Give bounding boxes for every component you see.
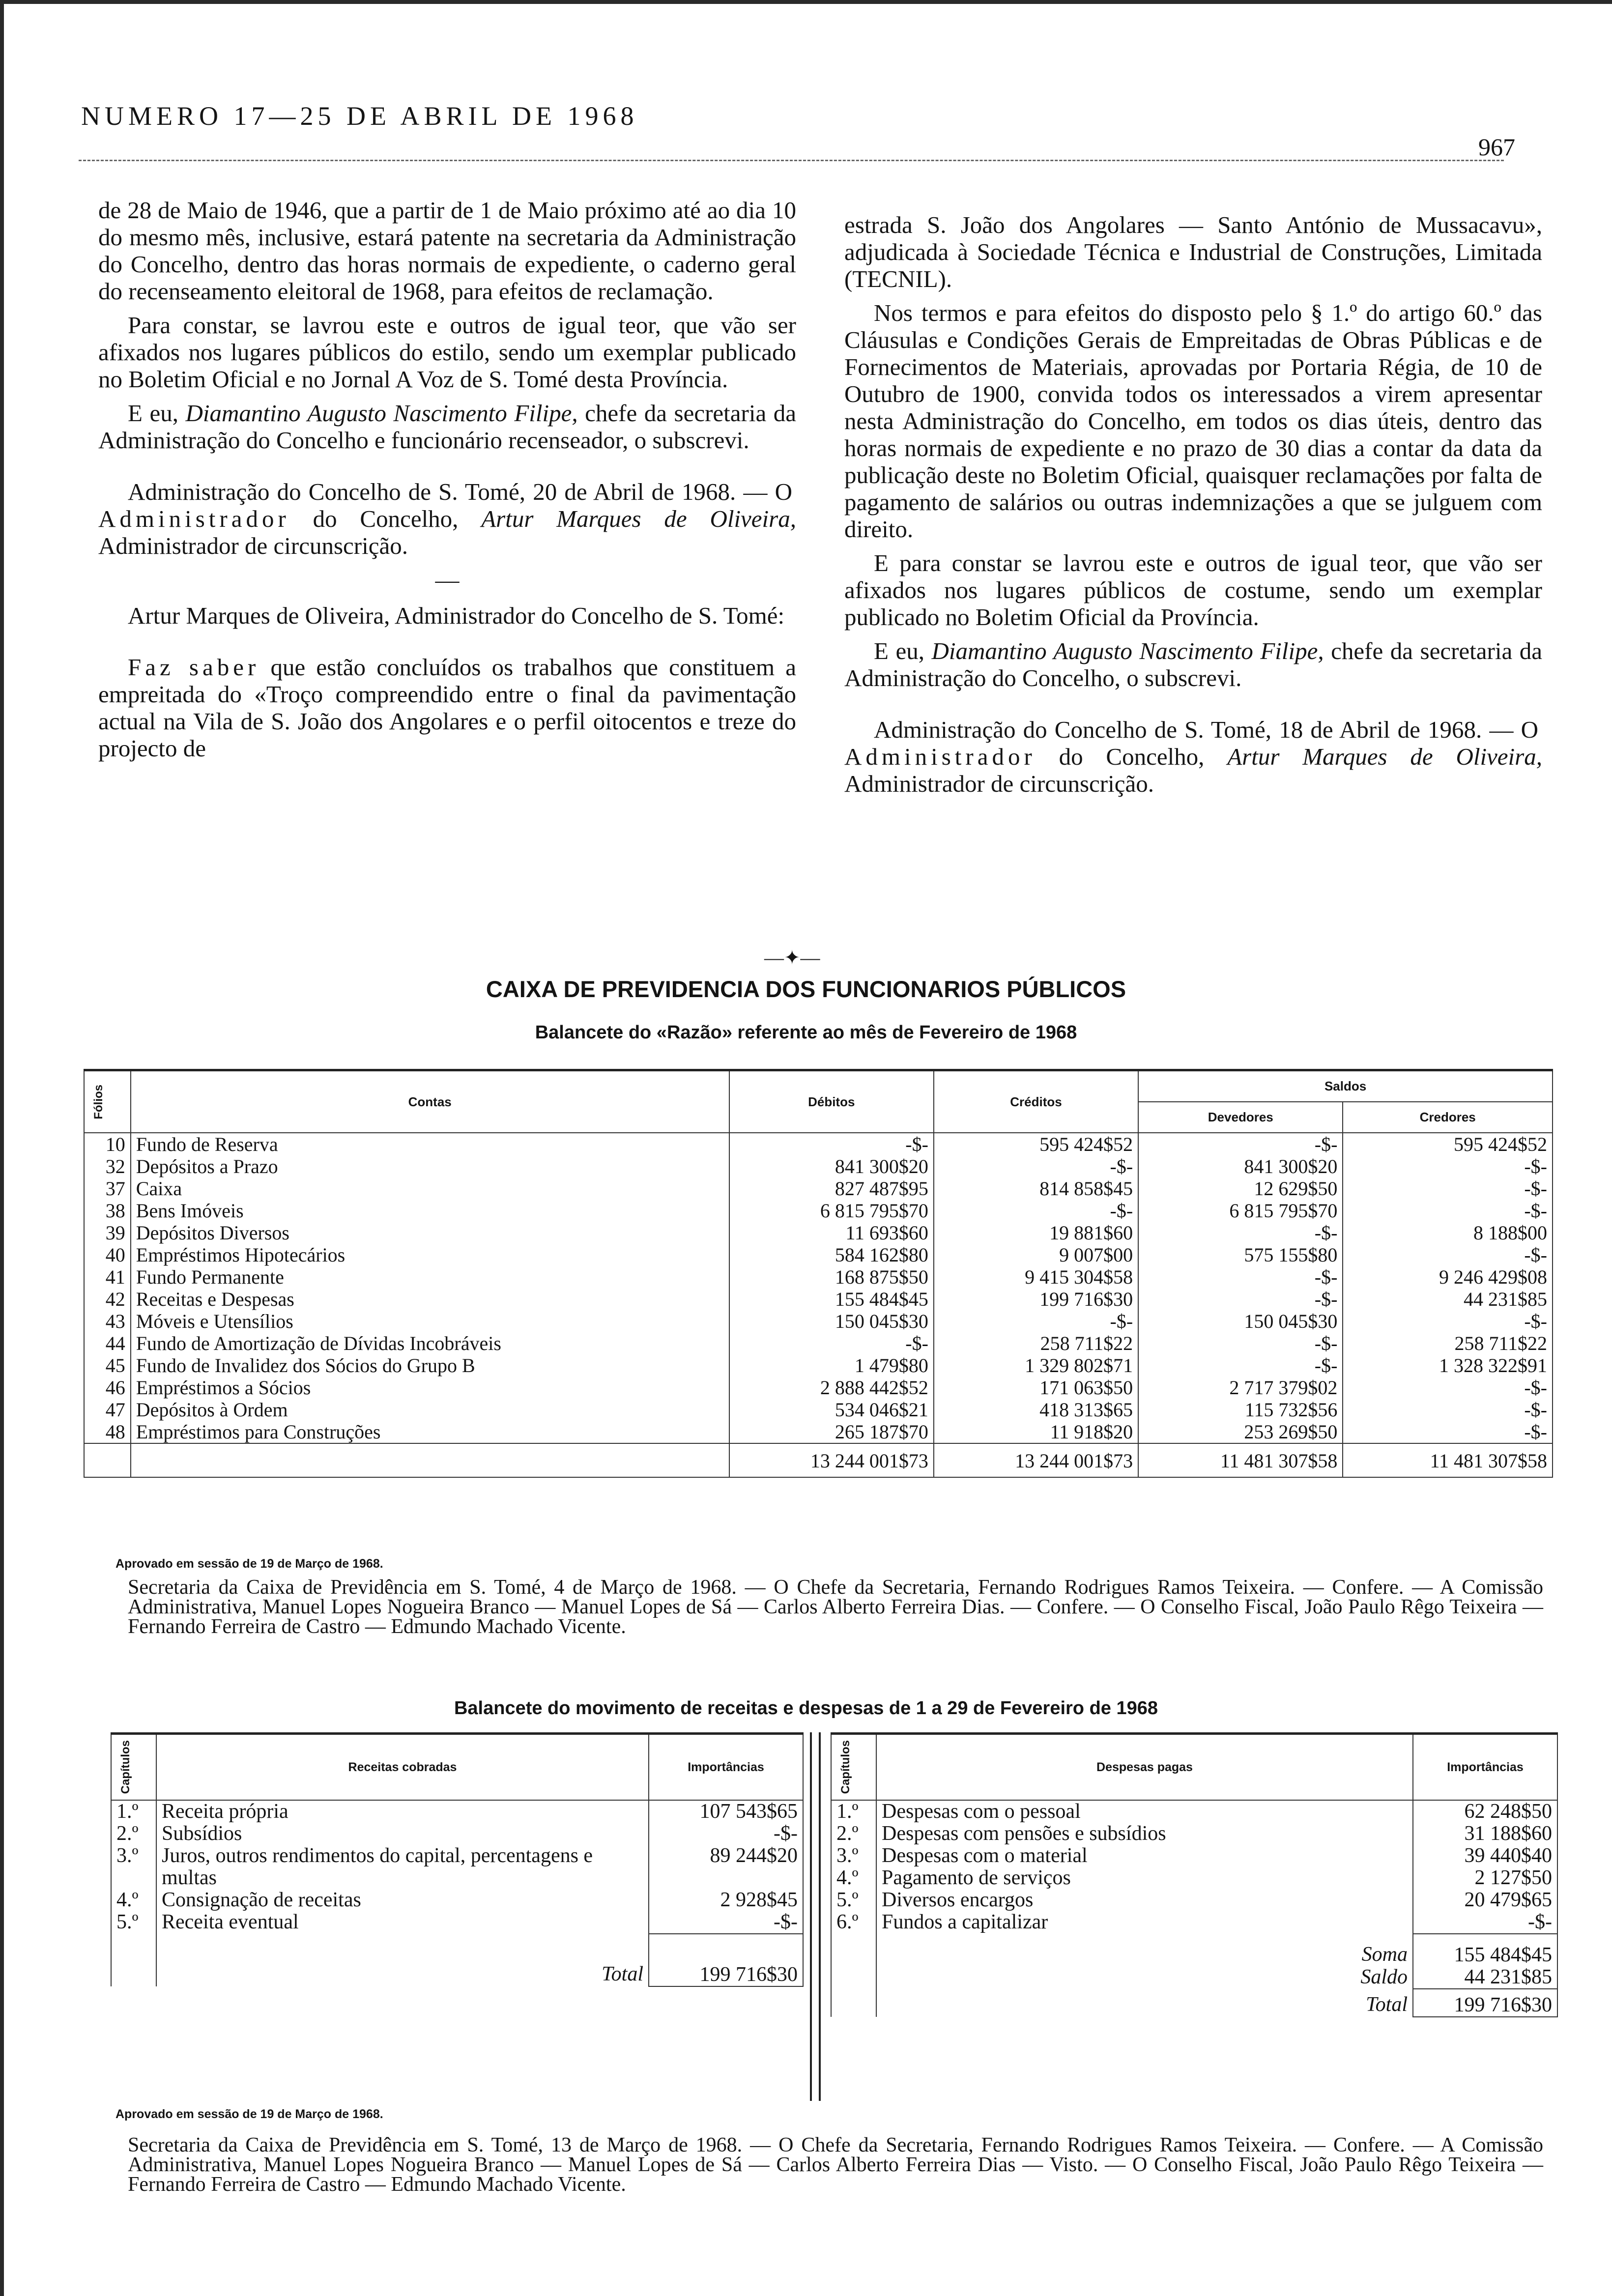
credores-cell: -$- (1343, 1200, 1553, 1222)
capitulo-cell: 1.º (831, 1800, 876, 1823)
folio-cell: 32 (84, 1155, 131, 1177)
credores-cell: 44 231$85 (1343, 1288, 1553, 1310)
ledger-row (84, 1177, 1553, 1200)
credores-cell: -$- (1343, 1421, 1553, 1443)
folio-cell: 40 (84, 1244, 131, 1266)
despesas-row (831, 1800, 1557, 1823)
ledger-title: Balancete do «Razão» referente ao mês de Fevereiro de 1968 (535, 1022, 1077, 1043)
devedores-cell: 841 300$20 (1138, 1155, 1343, 1177)
devedores-cell: 2 717 379$02 (1138, 1377, 1343, 1399)
devedores-cell: 115 732$56 (1138, 1399, 1343, 1421)
importancia-cell: 2 928$45 (649, 1889, 803, 1911)
text-run: Administrador de circunscrição. (98, 532, 408, 559)
descricao-cell: Receita eventual (156, 1911, 649, 1934)
receitas-row (111, 1911, 803, 1934)
devedores-cell: -$- (1138, 1222, 1343, 1244)
capitulo-cell: 4.º (111, 1889, 156, 1911)
ledger-row (84, 1288, 1553, 1310)
author-name: Diamantino Augusto Nascimento Filipe, (931, 637, 1324, 664)
descricao-cell: Consignação de receitas (156, 1889, 649, 1911)
credores-cell: 595 424$52 (1343, 1133, 1553, 1155)
saldo-label: Saldo (876, 1966, 1413, 1989)
credores-cell: 8 188$00 (1343, 1222, 1553, 1244)
ledger-body (84, 1133, 1553, 1443)
conta-cell: Fundo de Amortização de Dívidas Incobráveis (131, 1332, 729, 1354)
double-column-divider (810, 1732, 821, 2101)
conta-cell: Móveis e Utensílios (131, 1310, 729, 1332)
col-credores: Credores (1343, 1102, 1553, 1133)
author-name: Diamantino Augusto Nascimento Filipe, (185, 400, 578, 427)
folio-cell: 45 (84, 1354, 131, 1377)
text-run: chefe da secretaria da Administração do Concelho e funcionário recenseador, o subscrevi. (98, 400, 796, 454)
despesas-row (831, 1845, 1557, 1867)
creditos-cell: 9 415 304$58 (934, 1266, 1138, 1288)
text-run: chefe da secretaria da Administração do Concelho, o subscrevi. (844, 637, 1542, 691)
left-paragraph-3 (98, 400, 796, 454)
importancia-cell: 62 248$50 (1413, 1800, 1557, 1823)
scan-border-top (0, 0, 1612, 4)
col-importancias: Importâncias (649, 1734, 803, 1801)
folio-cell: 41 (84, 1266, 131, 1288)
capitulo-cell: 5.º (111, 1911, 156, 1934)
receitas-total-row (111, 1934, 803, 1986)
descricao-cell: Diversos encargos (876, 1889, 1413, 1911)
devedores-cell: -$- (1138, 1266, 1343, 1288)
running-head: NUMERO 17—25 DE ABRIL DE 1968 (81, 101, 638, 131)
total-credores: 11 481 307$58 (1343, 1443, 1553, 1477)
signature-block-1: Secretaria da Caixa de Previdência em S. Tomé, 4 de Março de 1968. — O Chefe da Secretaria, Fernando Rodrigues Ramos Teixeira. — Confere. — A Comissão Administrativa, Manuel Lopes Nogueira Branco — Manuel Lopes de Sá — Carlos Alberto Ferreira Dias. — Confere. — O Conselho Fiscal, João Paulo Rêgo Teixeira — Fernando Ferreira de Castro — Edmundo Machado Vicente. (128, 1576, 1543, 1638)
ledger-total-row (84, 1443, 1553, 1477)
despesas-row (831, 1889, 1557, 1911)
descricao-cell: Despesas com o pessoal (876, 1800, 1413, 1823)
devedores-cell: -$- (1138, 1133, 1343, 1155)
debitos-cell: 841 300$20 (729, 1155, 934, 1177)
credores-cell: -$- (1343, 1244, 1553, 1266)
descricao-cell: Receita própria (156, 1800, 649, 1823)
conta-cell: Caixa (131, 1177, 729, 1200)
main-title: CAIXA DE PREVIDENCIA DOS FUNCIONARIOS PÚBLICOS (486, 976, 1126, 1002)
right-paragraph-4 (844, 637, 1542, 691)
page-number: 967 (1478, 133, 1515, 161)
debitos-cell: 150 045$30 (729, 1310, 934, 1332)
credores-cell: -$- (1343, 1177, 1553, 1200)
ledger-row (84, 1155, 1553, 1177)
right-dateline (844, 716, 1542, 797)
debitos-cell: -$- (729, 1332, 934, 1354)
debitos-cell: 534 046$21 (729, 1399, 934, 1421)
section-dash: — (435, 566, 460, 593)
ornament-icon: —✦— (764, 947, 820, 969)
signature-block-2: Secretaria da Caixa de Previdência em S. Tomé, 13 de Março de 1968. — O Chefe da Secretaria, Fernando Rodrigues Ramos Teixeira. — Confere. — A Comissão Administrativa, Manuel Lopes Nogueira Branco — Manuel Lopes de Sá — Carlos Alberto Ferreira Dias — Visto. — O Conselho Fiscal, João Paulo Rêgo Teixeira — Fernando Ferreira de Castro — Edmundo Machado Vicente. (128, 2134, 1543, 2196)
creditos-cell: 418 313$65 (934, 1399, 1138, 1421)
conta-cell: Depósitos a Prazo (131, 1155, 729, 1177)
soma-label: Soma (876, 1934, 1413, 1966)
left-paragraph-5: Artur Marques de Oliveira, Administrador do Concelho de S. Tomé: (128, 602, 785, 629)
despesas-soma-row (831, 1934, 1557, 1966)
col-creditos: Créditos (934, 1070, 1138, 1133)
text-run: E eu, (128, 400, 186, 427)
despesas-row (831, 1823, 1557, 1845)
col-contas: Contas (131, 1070, 729, 1133)
signatory-role: O Administrador (98, 478, 796, 532)
creditos-cell: -$- (934, 1155, 1138, 1177)
left-paragraph-6 (98, 654, 796, 762)
text-run: do Concelho, (289, 505, 482, 532)
folio-cell: 38 (84, 1200, 131, 1222)
signatory-name: Artur Marques de Oliveira, (481, 505, 796, 532)
col-receitas: Receitas cobradas (156, 1734, 649, 1801)
capitulo-cell: 6.º (831, 1911, 876, 1934)
approval-note-2: Aprovado em sessão de 19 de Março de 1968. (115, 2107, 383, 2121)
creditos-cell: -$- (934, 1310, 1138, 1332)
capitulo-cell: 3.º (111, 1845, 156, 1889)
ledger-row (84, 1244, 1553, 1266)
descricao-cell: Subsídios (156, 1823, 649, 1845)
text-run: Administração do Concelho de S. Tomé, 18 de Abril de 1968. — (874, 716, 1521, 743)
despesas-table (831, 1732, 1558, 2017)
creditos-cell: 9 007$00 (934, 1244, 1138, 1266)
text-run: que estão concluídos os trabalhos que constituem a empreitada do «Troço compreendido entre o final da pavimentação actual na Vila de S. João dos Angolares e o perfil oitocentos e treze do projecto de (98, 654, 796, 762)
despesas-row (831, 1867, 1557, 1889)
col-devedores: Devedores (1138, 1102, 1343, 1133)
col-importancias: Importâncias (1413, 1734, 1557, 1801)
ledger-row (84, 1133, 1553, 1155)
ledger-row (84, 1377, 1553, 1399)
approval-note-1: Aprovado em sessão de 19 de Março de 1968. (115, 1557, 383, 1571)
descricao-cell: Fundos a capitalizar (876, 1911, 1413, 1934)
folio-cell: 46 (84, 1377, 131, 1399)
signatory-name: Artur Marques de Oliveira, (1227, 743, 1542, 770)
left-paragraph-1: de 28 de Maio de 1946, que a partir de 1 de Maio próximo até ao dia 10 do mesmo mês, inclusive, estará patente na secretaria da Administração do Concelho, dentro das horas normais de expediente, o caderno geral do recenseamento eleitoral de 1968, para efeitos de reclamação. (98, 197, 796, 305)
receitas-total-label: Total (156, 1934, 649, 1986)
creditos-cell: 258 711$22 (934, 1332, 1138, 1354)
debitos-cell: 155 484$45 (729, 1288, 934, 1310)
ledger-row (84, 1332, 1553, 1354)
conta-cell: Fundo de Invalidez dos Sócios do Grupo B (131, 1354, 729, 1377)
creditos-cell: 19 881$60 (934, 1222, 1138, 1244)
scan-border-left (0, 0, 4, 2296)
col-saldos: Saldos (1138, 1070, 1553, 1102)
total-devedores: 11 481 307$58 (1138, 1443, 1343, 1477)
ledger-row (84, 1421, 1553, 1443)
conta-cell: Empréstimos para Construções (131, 1421, 729, 1443)
col-capitulos-label: Capítulos (839, 1740, 852, 1794)
total-debitos: 13 244 001$73 (729, 1443, 934, 1477)
devedores-cell: -$- (1138, 1288, 1343, 1310)
devedores-cell: 253 269$50 (1138, 1421, 1343, 1443)
importancia-cell: 31 188$60 (1413, 1823, 1557, 1845)
despesas-row (831, 1911, 1557, 1934)
debitos-cell: 11 693$60 (729, 1222, 934, 1244)
conta-cell: Fundo Permanente (131, 1266, 729, 1288)
text-run: E eu, (874, 637, 932, 664)
ledger-row (84, 1222, 1553, 1244)
total-creditos: 13 244 001$73 (934, 1443, 1138, 1477)
right-paragraph-2: Nos termos e para efeitos do disposto pelo § 1.º do artigo 60.º das Cláusulas e Condições Gerais de Empreitadas de Obras Públicas e de Fornecimentos de Materiais, aprovadas por Portaria Régia, de 10 de Outubro de 1900, convida todos os interessados a virem apresentar nesta Administração do Concelho, em todos os dias úteis, dentro das horas normais de expediente e no prazo de 30 dias a contar da data da publicação deste no Boletim Oficial, quaisquer reclamações por falta de pagamento de salários ou outras indemnizações a que se julguem com direito. (844, 299, 1542, 543)
debitos-cell: 827 487$95 (729, 1177, 934, 1200)
capitulo-cell: 2.º (831, 1823, 876, 1845)
text-run: Administrador de circunscrição. (844, 770, 1154, 797)
creditos-cell: 199 716$30 (934, 1288, 1138, 1310)
credores-cell: 258 711$22 (1343, 1332, 1553, 1354)
conta-cell: Bens Imóveis (131, 1200, 729, 1222)
credores-cell: -$- (1343, 1310, 1553, 1332)
folio-cell: 10 (84, 1133, 131, 1155)
descricao-cell: Juros, outros rendimentos do capital, percentagens e multas (156, 1845, 649, 1889)
folio-cell: 39 (84, 1222, 131, 1244)
debitos-cell: 584 162$80 (729, 1244, 934, 1266)
col-capitulos (111, 1734, 156, 1801)
credores-cell: -$- (1343, 1155, 1553, 1177)
receitas-row (111, 1845, 803, 1889)
creditos-cell: 595 424$52 (934, 1133, 1138, 1155)
importancia-cell: -$- (649, 1823, 803, 1845)
descricao-cell: Pagamento de serviços (876, 1867, 1413, 1889)
creditos-cell: 11 918$20 (934, 1421, 1138, 1443)
col-capitulos-label: Capítulos (119, 1740, 132, 1794)
capitulo-cell: 3.º (831, 1845, 876, 1867)
folio-cell: 43 (84, 1310, 131, 1332)
capitulo-cell: 2.º (111, 1823, 156, 1845)
debitos-cell: 1 479$80 (729, 1354, 934, 1377)
receitas-row (111, 1823, 803, 1845)
despesas-saldo-row (831, 1966, 1557, 1989)
conta-cell: Empréstimos Hipotecários (131, 1244, 729, 1266)
col-debitos: Débitos (729, 1070, 934, 1133)
left-paragraph-2: Para constar, se lavrou este e outros de igual teor, que vão ser afixados nos lugares públicos do estilo, sendo um exemplar publicado no Boletim Oficial e no Jornal A Voz de S. Tomé desta Província. (98, 312, 796, 393)
capitulo-cell: 5.º (831, 1889, 876, 1911)
signatory-role: O Administrador (844, 716, 1542, 770)
debitos-cell: 265 187$70 (729, 1421, 934, 1443)
importancia-cell: -$- (649, 1911, 803, 1934)
flow-title: Balancete do movimento de receitas e despesas de 1 a 29 de Fevereiro de 1968 (454, 1698, 1158, 1719)
descricao-cell: Despesas com pensões e subsídios (876, 1823, 1413, 1845)
ledger-table (84, 1069, 1553, 1478)
conta-cell: Depósitos Diversos (131, 1222, 729, 1244)
text-run: Administração do Concelho de S. Tomé, 20 de Abril de 1968. — (128, 478, 775, 505)
importancia-cell: 107 543$65 (649, 1800, 803, 1823)
receitas-row (111, 1889, 803, 1911)
credores-cell: 1 328 322$91 (1343, 1354, 1553, 1377)
credores-cell: -$- (1343, 1377, 1553, 1399)
text-run: do Concelho, (1036, 743, 1228, 770)
conta-cell: Depósitos à Ordem (131, 1399, 729, 1421)
col-folios (84, 1070, 131, 1133)
credores-cell: -$- (1343, 1399, 1553, 1421)
col-folios-label: Fólios (92, 1084, 105, 1119)
devedores-cell: 575 155$80 (1138, 1244, 1343, 1266)
conta-cell: Receitas e Despesas (131, 1288, 729, 1310)
devedores-cell: 6 815 795$70 (1138, 1200, 1343, 1222)
despesas-body (831, 1800, 1557, 1934)
right-column (844, 211, 1542, 804)
conta-cell: Fundo de Reserva (131, 1133, 729, 1155)
importancia-cell: 39 440$40 (1413, 1845, 1557, 1867)
descricao-cell: Despesas com o material (876, 1845, 1413, 1867)
devedores-cell: -$- (1138, 1332, 1343, 1354)
devedores-cell: 12 629$50 (1138, 1177, 1343, 1200)
creditos-cell: 814 858$45 (934, 1177, 1138, 1200)
credores-cell: 9 246 429$08 (1343, 1266, 1553, 1288)
folio-cell: 48 (84, 1421, 131, 1443)
importancia-cell: 2 127$50 (1413, 1867, 1557, 1889)
despesas-total-row (831, 1989, 1557, 2017)
col-capitulos (831, 1734, 876, 1801)
folio-cell: 42 (84, 1288, 131, 1310)
ledger-row (84, 1266, 1553, 1288)
capitulo-cell: 1.º (111, 1800, 156, 1823)
right-paragraph-3: E para constar se lavrou este e outros de igual teor, que vão ser afixados nos lugares públicos de costume, sendo um exemplar publicado no Boletim Oficial da Província. (844, 549, 1542, 631)
capitulo-cell: 4.º (831, 1867, 876, 1889)
importancia-cell: 89 244$20 (649, 1845, 803, 1889)
creditos-cell: -$- (934, 1200, 1138, 1222)
saldo-value: 44 231$85 (1413, 1966, 1557, 1989)
ledger-row (84, 1399, 1553, 1421)
folio-cell: 47 (84, 1399, 131, 1421)
left-column (98, 197, 796, 769)
debitos-cell: 2 888 442$52 (729, 1377, 934, 1399)
receitas-table (111, 1732, 804, 1987)
debitos-cell: 168 875$50 (729, 1266, 934, 1288)
receitas-row (111, 1800, 803, 1823)
receitas-total: 199 716$30 (649, 1934, 803, 1986)
header-rule (79, 160, 1504, 161)
right-paragraph-1: estrada S. João dos Angolares — Santo António de Mussacavu», adjudicada à Sociedade Técnica e Industrial de Construções, Limitada (TECNIL). (844, 211, 1542, 292)
col-despesas: Despesas pagas (876, 1734, 1413, 1801)
debitos-cell: 6 815 795$70 (729, 1200, 934, 1222)
despesas-total-label: Total (876, 1989, 1413, 2017)
creditos-cell: 171 063$50 (934, 1377, 1138, 1399)
devedores-cell: -$- (1138, 1354, 1343, 1377)
creditos-cell: 1 329 802$71 (934, 1354, 1138, 1377)
lead-phrase: Faz saber (128, 654, 260, 681)
ledger-row (84, 1354, 1553, 1377)
folio-cell: 44 (84, 1332, 131, 1354)
soma-value: 155 484$45 (1413, 1934, 1557, 1966)
importancia-cell: 20 479$65 (1413, 1889, 1557, 1911)
conta-cell: Empréstimos a Sócios (131, 1377, 729, 1399)
devedores-cell: 150 045$30 (1138, 1310, 1343, 1332)
debitos-cell: -$- (729, 1133, 934, 1155)
left-dateline (98, 478, 796, 559)
ledger-row (84, 1310, 1553, 1332)
receitas-body (111, 1800, 803, 1934)
ledger-row (84, 1200, 1553, 1222)
importancia-cell: -$- (1413, 1911, 1557, 1934)
despesas-total: 199 716$30 (1413, 1989, 1557, 2017)
folio-cell: 37 (84, 1177, 131, 1200)
